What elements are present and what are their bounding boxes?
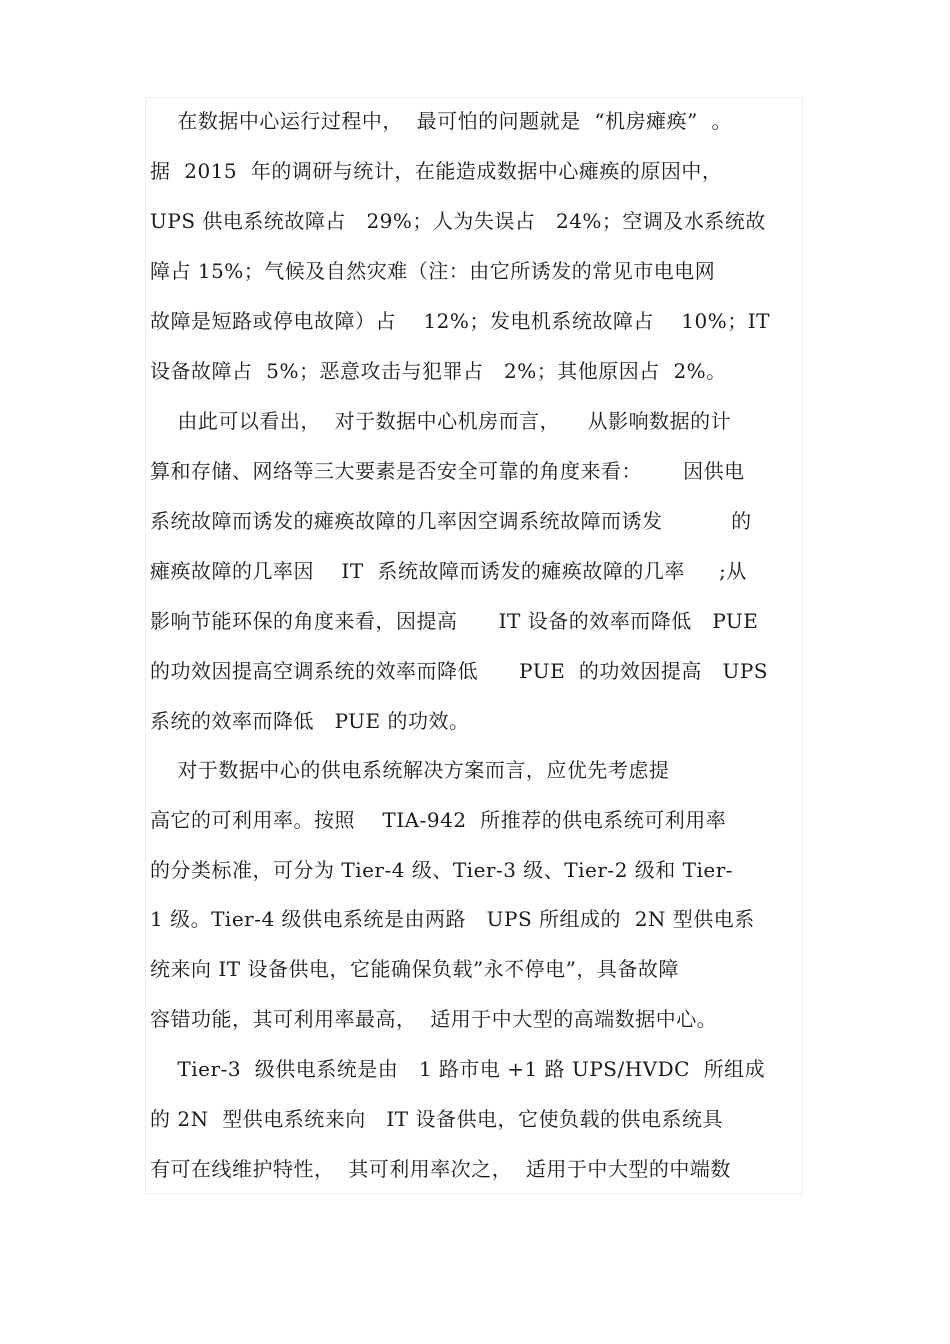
paragraph-1-line-6: 设备故障占 5%；恶意攻击与犯罪占 2%；其他原因占 2%。 <box>150 359 727 383</box>
paragraph-2-line-3: 系统故障而诱发的瘫痪故障的几率因空调系统故障而诱发 的 <box>150 509 752 533</box>
paragraph-4-line-1: Tier-3 级供电系统是由 1 路市电 +1 路 UPS/HVDC 所组成 <box>150 1057 766 1081</box>
paragraph-3-line-1: 对于数据中心的供电系统解决方案而言，应优先考虑提 <box>150 758 670 782</box>
paragraph-2-line-6: 的功效因提高空调系统的效率而降低 PUE 的功效因提高 UPS <box>150 659 769 683</box>
paragraph-3-line-4: 1 级。Tier-4 级供电系统是由两路 UPS 所组成的 2N 型供电系 <box>150 907 755 931</box>
paragraph-3-line-2: 高它的可利用率。按照 TIA-942 所推荐的供电系统可利用率 <box>150 808 727 832</box>
paragraph-2-line-5: 影响节能环保的角度来看，因提高 IT 设备的效率而降低 PUE <box>150 609 759 633</box>
paragraph-3-line-5: 统来向 IT 设备供电，它能确保负载”永不停电”，具备故障 <box>150 957 679 981</box>
paragraph-2-line-4: 瘫痪故障的几率因 IT 系统故障而诱发的瘫痪故障的几率 ;从 <box>150 559 747 583</box>
paragraph-1-line-1: 在数据中心运行过程中， 最可怕的问题就是 “机房瘫痪” 。 <box>150 109 733 133</box>
paragraph-3-line-6: 容错功能，其可利用率最高， 适用于中大型的高端数据中心。 <box>150 1007 718 1031</box>
paragraph-4-line-2: 的 2N 型供电系统来向 IT 设备供电，它使负载的供电系统具 <box>150 1107 723 1131</box>
paragraph-2-line-7: 系统的效率而降低 PUE 的功效。 <box>150 709 470 733</box>
paragraph-4-line-3: 有可在线维护特性， 其可利用率次之， 适用于中大型的中端数 <box>150 1157 731 1181</box>
paragraph-2-line-2: 算和存储、网络等三大要素是否安全可靠的角度来看： 因供电 <box>150 459 745 483</box>
paragraph-1-line-5: 故障是短路或停电故障）占 12%；发电机系统故障占 10%；IT <box>150 309 771 333</box>
paragraph-1-line-4: 障占 15%；气候及自然灾难（注：由它所诱发的常见市电电网 <box>150 259 716 283</box>
paragraph-3-line-3: 的分类标准，可分为 Tier-4 级、Tier-3 级、Tier-2 级和 Tier- <box>150 858 734 882</box>
paragraph-1-line-3: UPS 供电系统故障占 29%；人为失误占 24%；空调及水系统故 <box>150 209 766 233</box>
paragraph-1-line-2: 据 2015 年的调研与统计，在能造成数据中心瘫痪的原因中， <box>150 159 723 183</box>
paragraph-2-line-1: 由此可以看出， 对于数据中心机房而言， 从影响数据的计 <box>150 409 732 433</box>
